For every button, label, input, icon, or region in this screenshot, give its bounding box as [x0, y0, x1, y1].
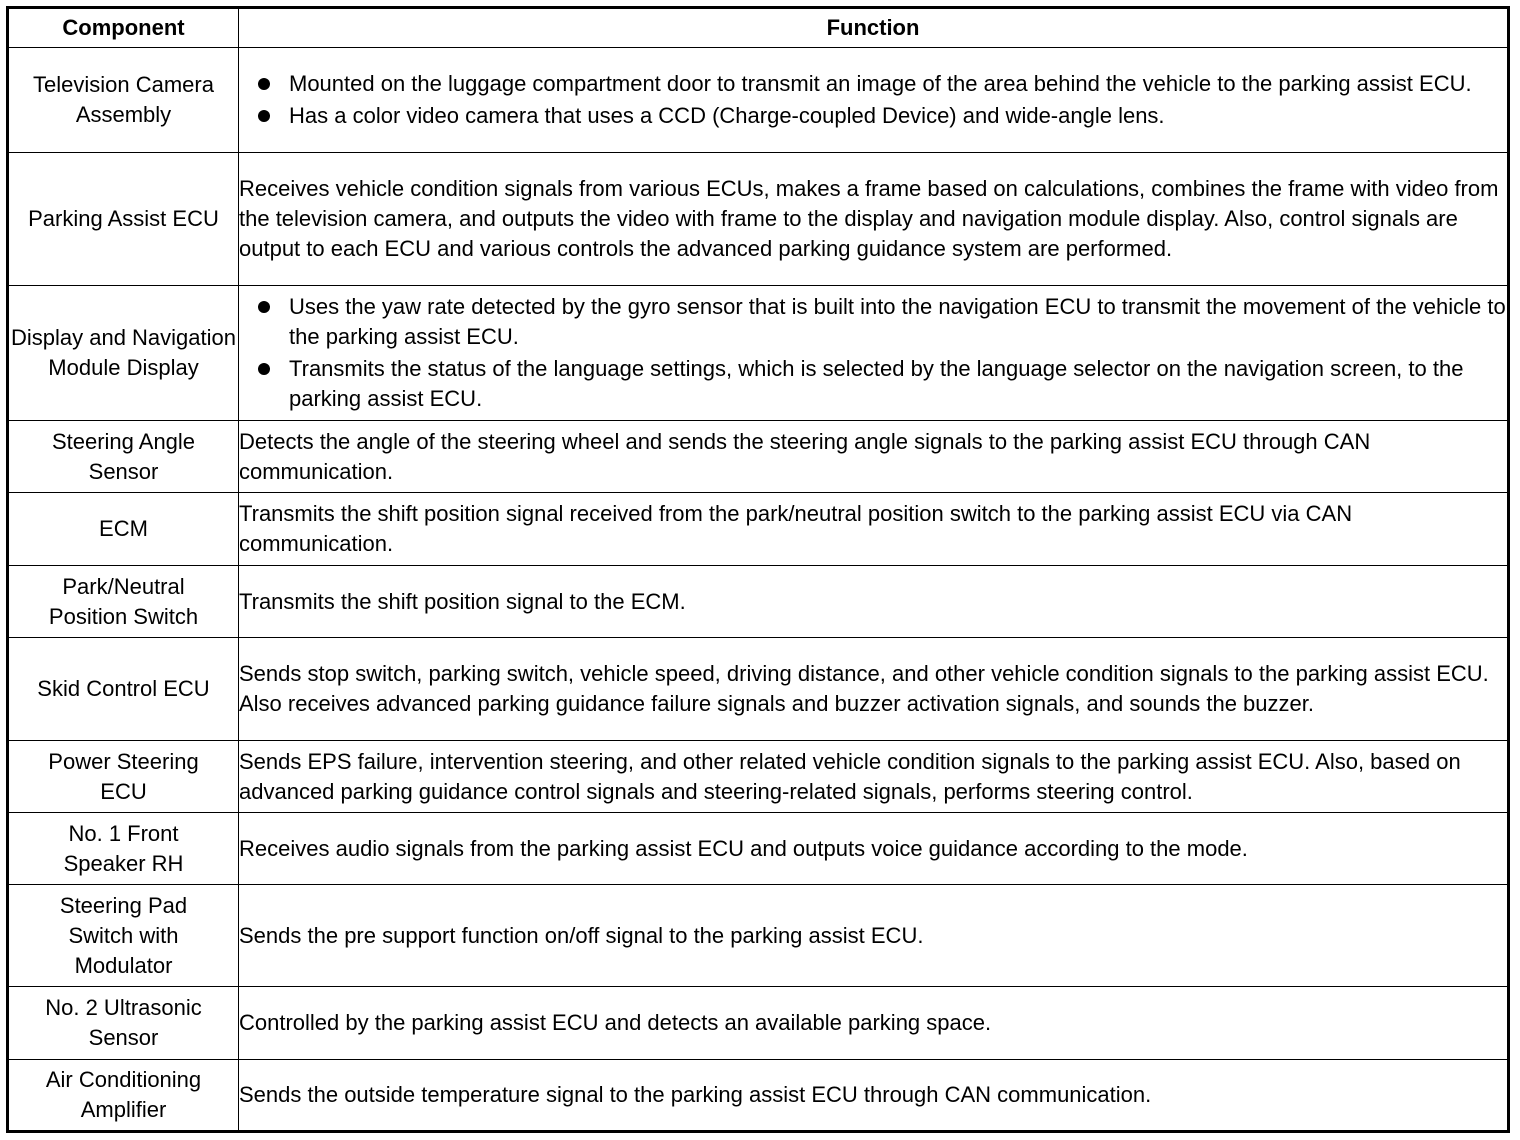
component-cell: Air Conditioning Amplifier: [8, 1060, 239, 1132]
table-row: [8, 987, 1509, 1060]
bullet-item: [239, 69, 1507, 99]
function-cell: Sends the pre support function on/off signal to the parking assist ECU.: [239, 885, 1509, 987]
component-cell: Display and Navigation Module Display: [8, 286, 239, 421]
bullet-item: [239, 292, 1507, 352]
bullet-icon: [258, 78, 270, 90]
bullet-item: [239, 101, 1507, 131]
bullet-text: Has a color video camera that uses a CCD (Charge-coupled Device) and wide-angle lens.: [289, 103, 1165, 128]
component-cell: Skid Control ECU: [8, 638, 239, 741]
table-row: [8, 1060, 1509, 1132]
table-row: [8, 638, 1509, 741]
bullet-icon: [258, 301, 270, 313]
function-cell: Sends stop switch, parking switch, vehicle speed, driving distance, and other vehicle condition signals to the parking assist ECU. Also receives advanced parking guidance failure signals and buzzer activation signals, and sounds the buzzer.: [239, 638, 1509, 741]
function-cell: [239, 286, 1509, 421]
table-row: [8, 741, 1509, 813]
function-cell: Receives vehicle condition signals from various ECUs, makes a frame based on calculations, combines the frame with video from the television camera, and outputs the video with frame to the display and navigation module display. Also, control signals are output to each ECU and various controls the advanced parking guidance system are performed.: [239, 153, 1509, 286]
table-row: [8, 493, 1509, 566]
column-header-component: Component: [8, 8, 239, 48]
bullet-icon: [258, 110, 270, 122]
function-cell: Transmits the shift position signal received from the park/neutral position switch to the parking assist ECU via CAN communication.: [239, 493, 1509, 566]
function-cell: Controlled by the parking assist ECU and detects an available parking space.: [239, 987, 1509, 1060]
component-cell: No. 1 Front Speaker RH: [8, 813, 239, 885]
bullet-list: [239, 292, 1507, 414]
component-cell: Television Camera Assembly: [8, 48, 239, 153]
header-row: [8, 8, 1509, 48]
component-cell: ECM: [8, 493, 239, 566]
bullet-icon: [258, 363, 270, 375]
function-cell: Receives audio signals from the parking assist ECU and outputs voice guidance according to the mode.: [239, 813, 1509, 885]
table-row: [8, 153, 1509, 286]
table-row: [8, 813, 1509, 885]
bullet-text: Transmits the status of the language settings, which is selected by the language selector on the navigation screen, to the parking assist ECU.: [289, 356, 1464, 411]
function-cell: Sends the outside temperature signal to the parking assist ECU through CAN communication.: [239, 1060, 1509, 1132]
component-cell: Steering Pad Switch with Modulator: [8, 885, 239, 987]
component-cell: Park/Neutral Position Switch: [8, 566, 239, 638]
table-row: [8, 421, 1509, 493]
bullet-item: [239, 354, 1507, 414]
table-row: [8, 885, 1509, 987]
table-row: [8, 286, 1509, 421]
function-cell: Sends EPS failure, intervention steering, and other related vehicle condition signals to the parking assist ECU. Also, based on advanced parking guidance control signals and steering-related signals, performs steering control.: [239, 741, 1509, 813]
table-row: [8, 48, 1509, 153]
bullet-text: Uses the yaw rate detected by the gyro sensor that is built into the navigation ECU to transmit the movement of the vehicle to the parking assist ECU.: [289, 294, 1506, 349]
component-cell: Steering Angle Sensor: [8, 421, 239, 493]
function-cell: Detects the angle of the steering wheel and sends the steering angle signals to the parking assist ECU through CAN communication.: [239, 421, 1509, 493]
component-cell: Parking Assist ECU: [8, 153, 239, 286]
function-cell: [239, 48, 1509, 153]
component-function-table: [6, 6, 1510, 1133]
component-cell: No. 2 Ultrasonic Sensor: [8, 987, 239, 1060]
table-row: [8, 566, 1509, 638]
component-cell: Power Steering ECU: [8, 741, 239, 813]
function-cell: Transmits the shift position signal to the ECM.: [239, 566, 1509, 638]
bullet-list: [239, 69, 1507, 131]
column-header-function: Function: [239, 8, 1509, 48]
bullet-text: Mounted on the luggage compartment door to transmit an image of the area behind the vehicle to the parking assist ECU.: [289, 71, 1472, 96]
